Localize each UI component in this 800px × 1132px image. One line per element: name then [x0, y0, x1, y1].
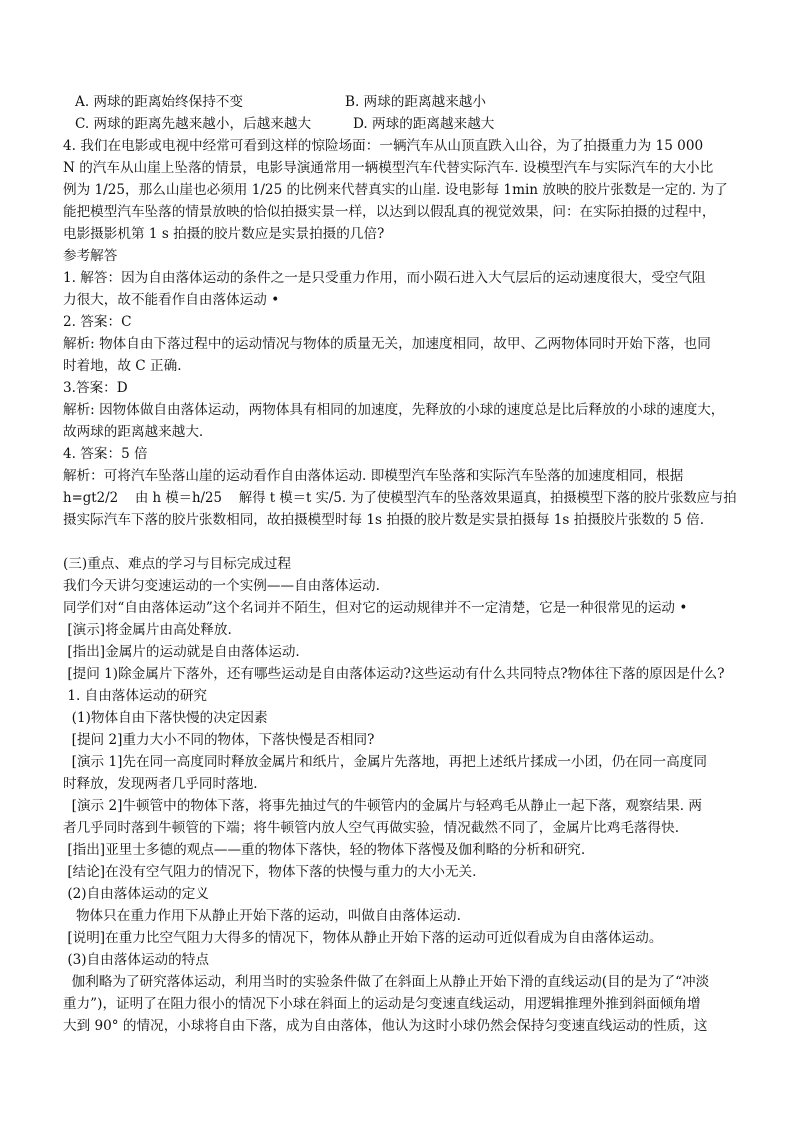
answer-1-line-2: 力很大，故不能看作自由落体运动 • [63, 292, 280, 308]
point-1: [指出]金属片的运动就是自由落体运动. [63, 644, 300, 660]
question-1: [提问 1)除金属片下落外，还有哪些运动是自由落体运动?这些运动有什么共同特点?物体往下落的原因是什么? [63, 666, 725, 682]
demo-release: [演示]将金属片由高处释放. [63, 622, 232, 638]
question-4-line-2: N 的汽车从山崖上坠落的情景，电影导演通常用一辆模型汽车代替实际汽车. 设模型汽车与实际汽车的大小比 [63, 160, 714, 176]
subsection-1-2-heading: (2)自由落体运动的定义 [63, 886, 209, 902]
answers-heading: 参考解答 [63, 248, 118, 264]
answer-3-explanation-2: 故两球的距离越来越大. [63, 424, 204, 440]
subsection-1-heading: 1. 自由落体运动的研究 [63, 688, 207, 704]
option-b: B. 两球的距离越来越小 [345, 94, 486, 110]
option-d: D. 两球的距离越来越大 [353, 116, 495, 132]
section-3-heading: (三)重点、难点的学习与目标完成过程 [63, 556, 292, 572]
question-4-line-5: 电影摄影机第 1 s 拍摄的胶片数应是实景拍摄的几倍? [63, 226, 385, 242]
note: [说明]在重力比空气阻力大得多的情况下，物体从静止开始下落的运动可近似看成为自由落体运动。 [63, 930, 663, 946]
answer-4-explanation-3: 摄实际汽车下落的胶片张数相同，故拍摄模型时每 1s 拍摄的胶片数是实景拍摄每 1s 拍摄胶片张数的 5 倍. [63, 512, 705, 528]
section-3-intro-1: 我们今天讲匀变速运动的一个实例——自由落体运动. [63, 578, 380, 594]
section-3-intro-2: 同学们对“自由落体运动”这个名词并不陌生，但对它的运动规律并不一定清楚，它是一种很常见的运动 • [63, 600, 688, 616]
subsection-1-3-heading: (3)自由落体运动的特点 [63, 952, 209, 968]
galileo-line-3: 大到 90° 的情况，小球将自由下落，成为自由落体，他认为这时小球仍然会保持匀变速直线运动的性质，这 [63, 1018, 708, 1034]
question-2: [提问 2]重力大小不同的物体，下落快慢是否相同? [63, 732, 375, 748]
question-4-line-1: 4. 我们在电影或电视中经常可看到这样的惊险场面：一辆汽车从山顶直跌入山谷，为了拍摄重力为 15 000 [63, 138, 704, 154]
demo-2-line-1: [演示 2]牛顿管中的物体下落，将事先抽过气的牛顿管内的金属片与轻鸡毛从静止一起下落，观察结果. 两 [63, 798, 702, 814]
answer-4: 4. 答案：5 倍 [63, 446, 148, 462]
answer-2-explanation-2: 时着地，故 C 正确. [63, 358, 182, 374]
answer-4-explanation-2: h=gt2/2 由 h 模＝h/25 解得 t 模＝t 实/5. 为了使模型汽车的坠落效果逼真，拍摄模型下落的胶片张数应与拍 [63, 490, 737, 506]
definition: 物体只在重力作用下从静止开始下落的运动，叫做自由落体运动. [63, 908, 461, 924]
demo-1-line-1: [演示 1]先在同一高度同时释放金属片和纸片，金属片先落地，再把上述纸片揉成一小团，仍在同一高度同 [63, 754, 707, 770]
option-a: A. 两球的距离始终保持不变 [75, 94, 243, 110]
conclusion: [结论]在没有空气阻力的情况下，物体下落的快慢与重力的大小无关. [63, 864, 477, 880]
subsection-1-1-heading: (1)物体自由下落快慢的决定因素 [63, 710, 268, 726]
answer-2: 2. 答案：C [63, 314, 132, 330]
answer-3-explanation-1: 解析: 因物体做自由落体运动，两物体具有相同的加速度，先释放的小球的速度总是比后释放的小球的速度大， [63, 402, 725, 418]
answer-1-line-1: 1. 解答：因为自由落体运动的条件之一是只受重力作用，而小陨石进入大气层后的运动速度很大，受空气阻 [63, 270, 706, 286]
question-4-line-4: 能把模型汽车坠落的情景放映的恰似拍摄实景一样，以达到以假乱真的视觉效果，问：在实际拍摄的过程中， [63, 204, 716, 220]
answer-4-explanation-1: 解析：可将汽车坠落山崖的运动看作自由落体运动. 即模型汽车坠落和实际汽车坠落的加速度相同，根据 [63, 468, 684, 484]
galileo-line-1: 伽利略为了研究落体运动，利用当时的实验条件做了在斜面上从静止开始下滑的直线运动(目的是为了“冲淡 [63, 974, 710, 990]
option-c: C. 两球的距离先越来越小，后越来越大 [75, 116, 312, 132]
galileo-line-2: 重力”)，证明了在阻力很小的情况下小球在斜面上的运动是匀变速直线运动，用逻辑推理外推到斜面倾角增 [63, 996, 701, 1012]
point-2: [指出]亚里士多德的观点——重的物体下落快，轻的物体下落慢及伽利略的分析和研究. [63, 842, 586, 858]
question-4-line-3: 例为 1/25，那么山崖也必须用 1/25 的比例来代替真实的山崖. 设电影每 1min 放映的胶片张数是一定的. 为了 [63, 182, 728, 198]
answer-3: 3.答案：D [63, 380, 128, 396]
answer-2-explanation-1: 解析: 物体自由下落过程中的运动情况与物体的质量无关，加速度相同，故甲、乙两物体同时开始下落，也同 [63, 336, 711, 352]
demo-2-line-2: 者几乎同时落到牛顿管的下端；将牛顿管内放人空气再做实验，情况截然不同了，金属片比鸡毛落得快. [63, 820, 680, 836]
demo-1-line-2: 时释放，发现两者几乎同时落地. [63, 776, 258, 792]
